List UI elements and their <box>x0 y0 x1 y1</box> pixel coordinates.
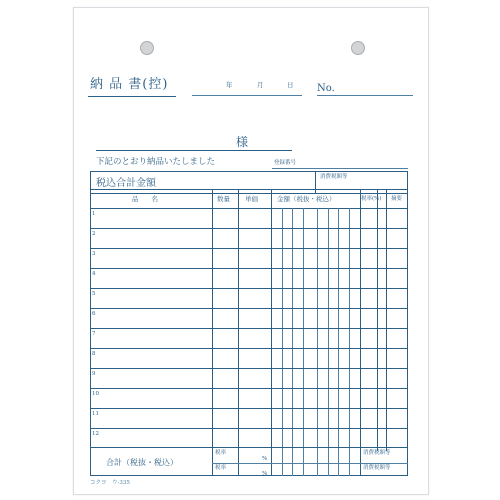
row-number: 2 <box>92 231 96 237</box>
consumption-tax-label: 消費税額等 <box>320 174 348 180</box>
footer-tax-row-divider <box>212 463 408 464</box>
column-header-tax-rate: 税率(%) <box>361 196 382 202</box>
total-amount-label: 税込合計金額 <box>96 178 156 189</box>
row-number: 12 <box>92 431 99 437</box>
footer-percent-2: % <box>262 471 268 477</box>
registration-number-label: 登録番号 <box>274 160 297 166</box>
row-line <box>90 328 408 329</box>
row-number: 9 <box>92 371 96 377</box>
column-header-unit-price: 単価 <box>245 195 258 203</box>
row-line <box>90 248 408 249</box>
row-line <box>90 368 408 369</box>
column-header-remarks: 摘要 <box>391 196 403 202</box>
col-divider-unit-price <box>238 189 239 476</box>
document-title: 納 品 書(控) <box>90 77 169 92</box>
row-number: 1 <box>92 211 96 217</box>
row-line <box>90 308 408 309</box>
footer-tax-rate-label-2: 税率 <box>215 465 227 471</box>
binding-hole-right <box>351 41 365 55</box>
delivery-slip-sheet <box>73 7 429 495</box>
product-code: コクヨ ウ-335 <box>90 480 130 486</box>
delivery-statement: 下記のとおり納品いたしました <box>96 157 216 167</box>
row-line <box>90 348 408 349</box>
column-header-amount: 金額（税抜・税込） <box>277 195 336 203</box>
number-underline[interactable] <box>317 95 413 96</box>
items-table <box>90 189 408 476</box>
date-underline[interactable] <box>192 95 302 96</box>
row-number: 11 <box>92 411 99 417</box>
title-underline <box>88 96 176 97</box>
footer-percent-1: % <box>262 456 268 462</box>
binding-hole-left <box>140 41 154 55</box>
column-header-quantity: 数量 <box>217 195 230 203</box>
recipient-honorific: 様 <box>236 135 249 149</box>
recipient-underline[interactable] <box>96 150 292 151</box>
row-line <box>90 228 408 229</box>
col-divider-tax-rate <box>360 189 361 476</box>
col-divider-amount <box>271 189 272 476</box>
grand-total-label: 合計（税抜・税込） <box>106 458 178 467</box>
date-day-label: 日 <box>287 81 294 89</box>
row-number: 6 <box>92 311 96 317</box>
row-number: 5 <box>92 291 96 297</box>
row-number: 10 <box>92 391 99 397</box>
footer-tax-rate-label-1: 税率 <box>215 450 227 456</box>
footer-consumption-tax-1: 消費税額等 <box>363 450 391 456</box>
date-month-label: 月 <box>257 81 264 89</box>
row-line <box>90 428 408 429</box>
row-line <box>90 268 408 269</box>
row-line <box>90 288 408 289</box>
row-line <box>90 388 408 389</box>
number-label: No. <box>317 83 335 94</box>
footer-consumption-tax-2: 消費税額等 <box>363 465 391 471</box>
row-number: 8 <box>92 351 96 357</box>
row-number: 3 <box>92 251 96 257</box>
date-year-label: 年 <box>226 81 233 89</box>
row-number: 7 <box>92 331 96 337</box>
row-number: 4 <box>92 271 96 277</box>
row-line-last <box>90 447 408 448</box>
col-divider-quantity <box>212 189 213 476</box>
column-header-item: 品 名 <box>132 195 158 203</box>
row-line <box>90 408 408 409</box>
registration-number-underline[interactable] <box>272 168 408 169</box>
